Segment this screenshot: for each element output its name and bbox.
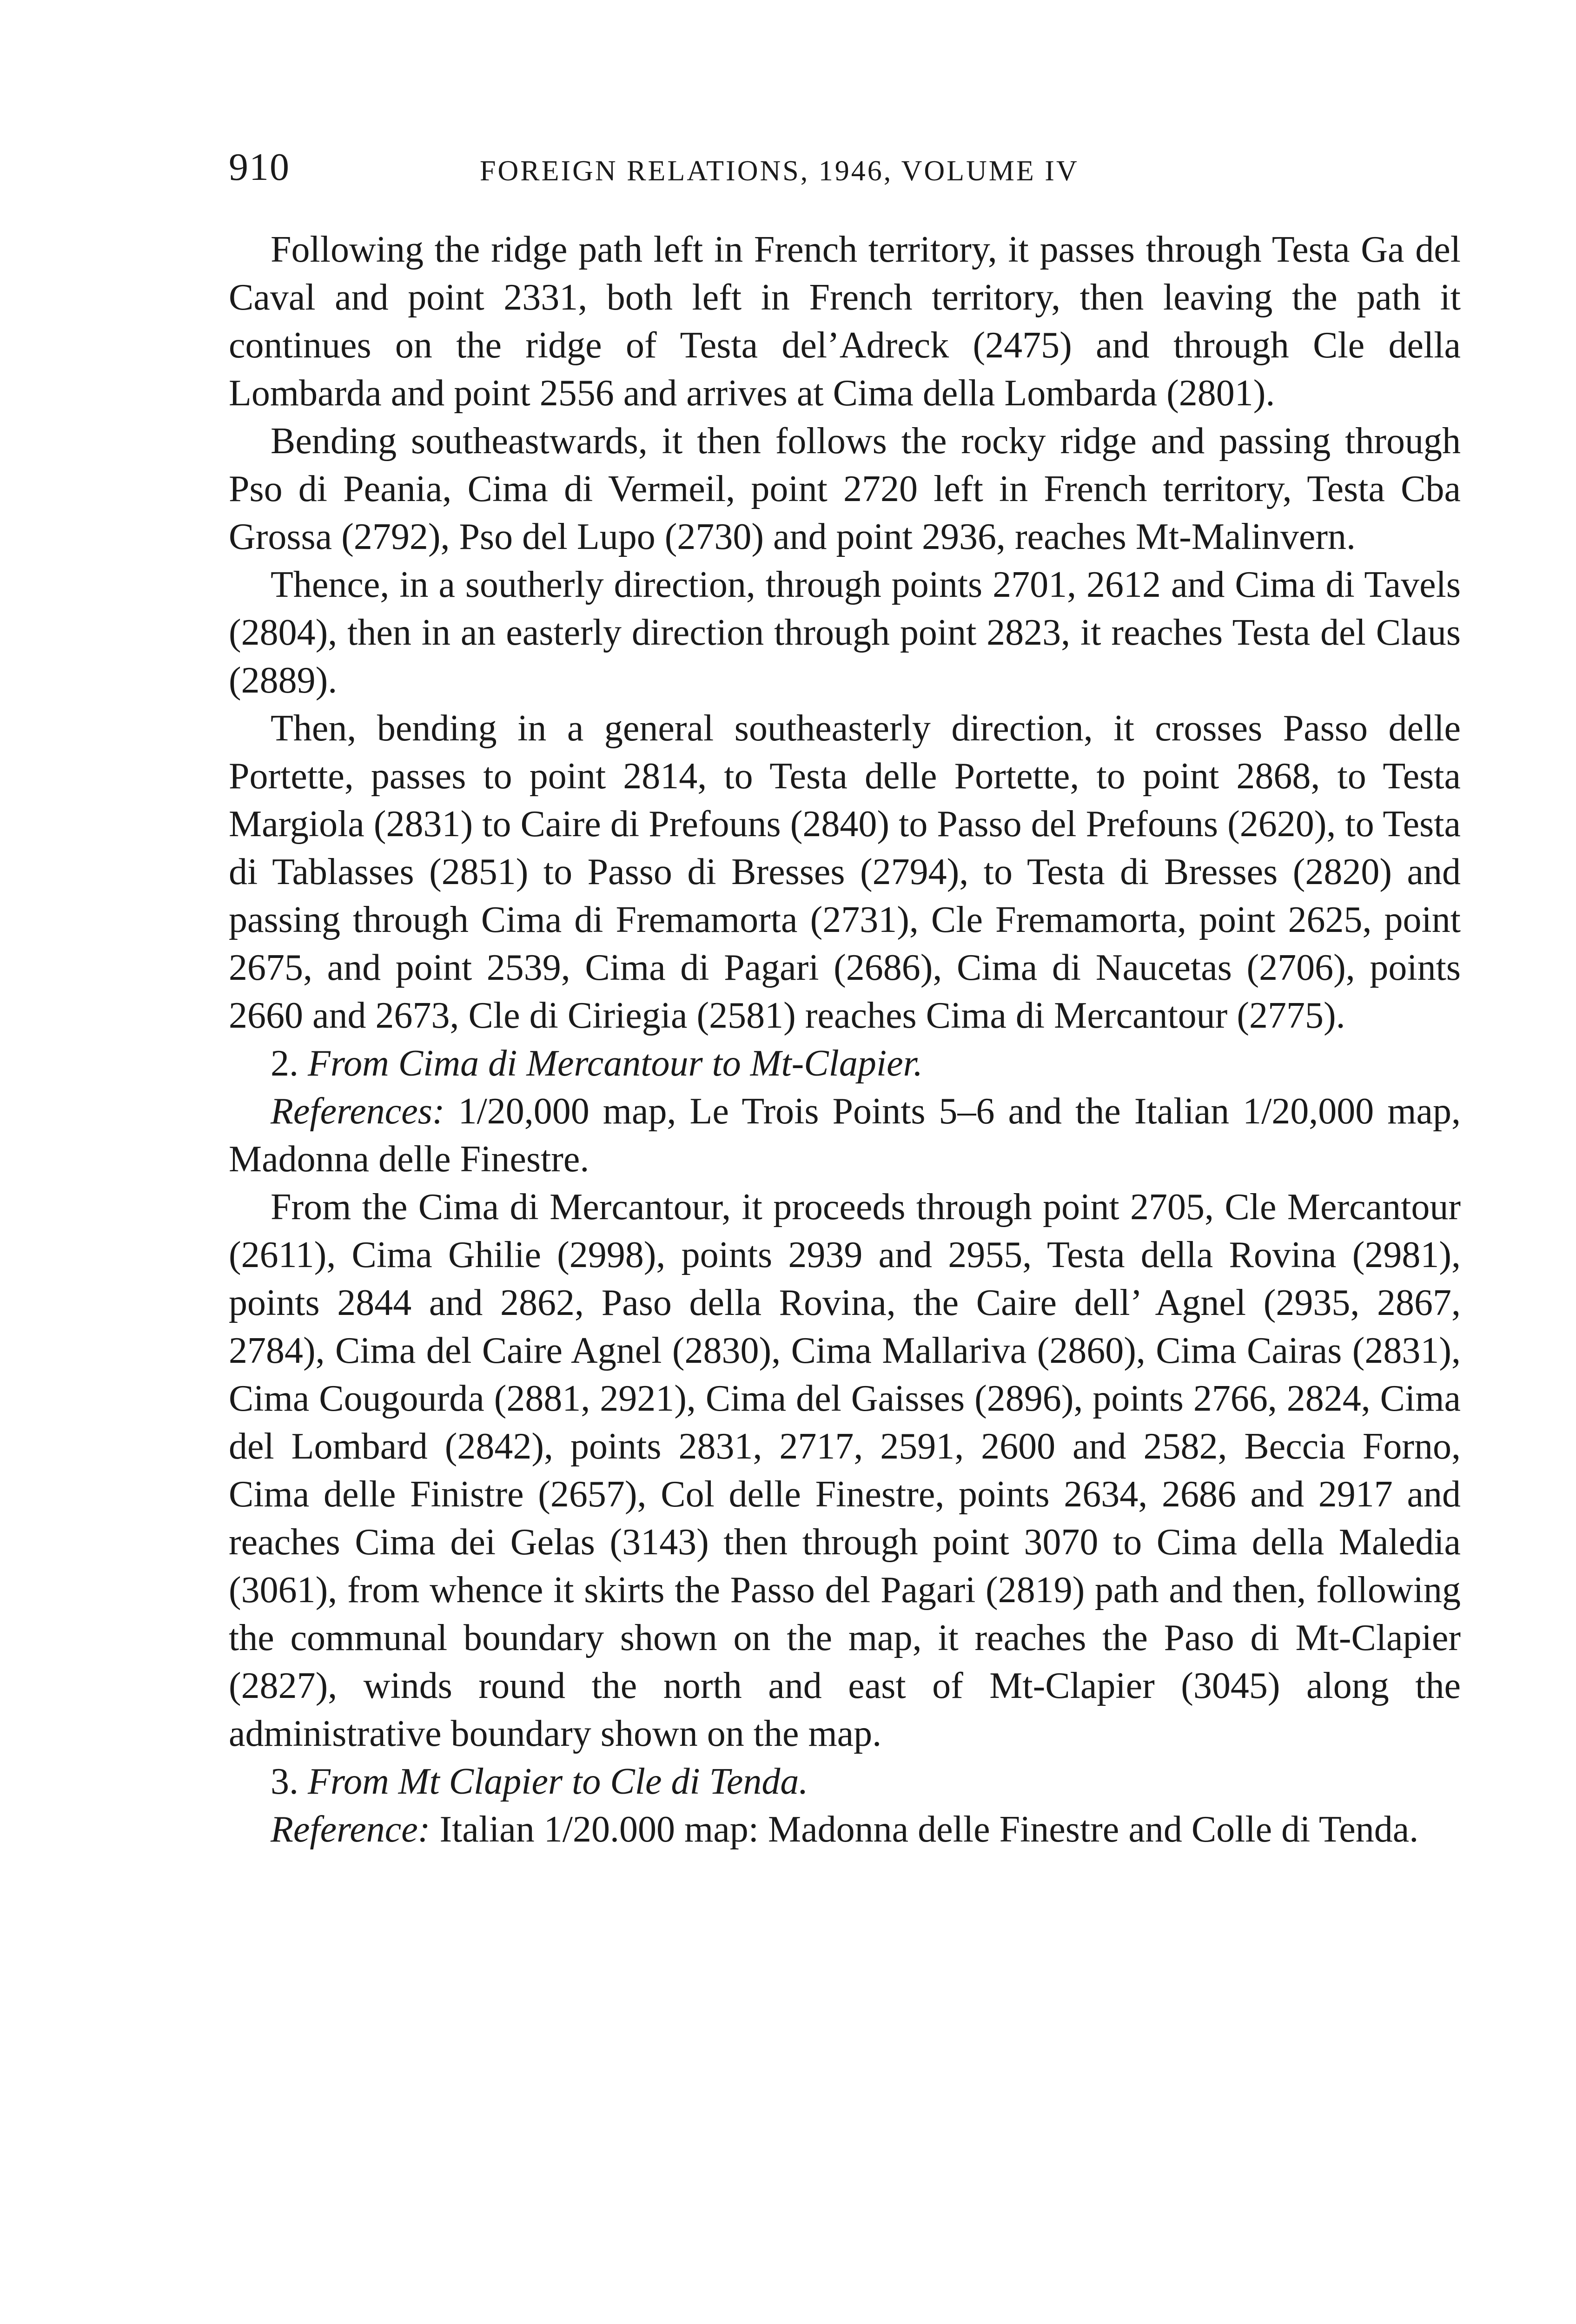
reference-text: Italian 1/20.000 map: Madonna delle Finestre and Colle di Tenda. — [439, 1809, 1419, 1850]
paragraph: From the Cima di Mercantour, it proceeds through point 2705, Cle Mercantour (2611), Cima Ghilie (2998), points 2939 and 2955, Testa della Rovina (2981), points 2844 and 2862, Paso della Rovina, the Caire dell’ Agnel (2935, 2867, 2784), Cima del Caire Agnel (2830), Cima Mallariva (2860), Cima Cairas (2831), Cima Cougourda (2881, 2921), Cima del Gaisses (2896), points 2766, 2824, Cima del Lombard (2842), points 2831, 2717, 2591, 2600 and 2582, Beccia Forno, Cima delle Finistre (2657), Col delle Finestre, points 2634, 2686 and 2917 and reaches Cima dei Gelas (3143) then through point 3070 to Cima della Maledia (3061), from whence it skirts the Passo del Pagari (2819) path and then, following the communal boundary shown on the map, it reaches the Paso di Mt-Clapier (2827), winds round the north and east of Mt-Clapier (3045) along the administrative boundary shown on the map. — [229, 1187, 1461, 1754]
section-title: From Cima di Mercantour to Mt-Clapier. — [308, 1043, 923, 1084]
running-head: FOREIGN RELATIONS, 1946, VOLUME IV — [480, 155, 1079, 187]
page-body — [229, 226, 1461, 1854]
paragraph: Following the ridge path left in French territory, it passes through Testa Ga del Caval and point 2331, both left in French territory, then leaving the path it continues on the ridge of Testa del’Adreck (2475) and through Cle della Lombarda and point 2556 and arrives at Cima della Lombarda (2801). — [229, 229, 1461, 414]
section-heading — [229, 1040, 1461, 1088]
reference-label: Reference: — [271, 1809, 430, 1850]
page-number: 910 — [229, 145, 290, 189]
paragraph: Thence, in a southerly direction, through points 2701, 2612 and Cima di Tavels (2804), then in an easterly direction through point 2823, it reaches Testa del Claus (2889). — [229, 564, 1461, 701]
section-heading — [229, 1758, 1461, 1806]
section-number: 2. — [271, 1043, 298, 1084]
reference-line — [229, 1806, 1461, 1854]
paragraph: Then, bending in a general southeasterly direction, it crosses Passo delle Portette, passes to point 2814, to Testa delle Portette, to point 2868, to Testa Margiola (2831) to Caire di Prefouns (2840) to Passo del Prefouns (2620), to Testa di Tablasses (2851) to Passo di Bresses (2794), to Testa di Bresses (2820) and passing through Cima di Fremamorta (2731), Cle Fremamorta, point 2625, point 2675, and point 2539, Cima di Pagari (2686), Cima di Naucetas (2706), points 2660 and 2673, Cle di Ciriegia (2581) reaches Cima di Mercantour (2775). — [229, 708, 1461, 1036]
reference-line — [229, 1088, 1461, 1183]
section-number: 3. — [271, 1761, 298, 1802]
section-title: From Mt Clapier to Cle di Tenda. — [308, 1761, 808, 1802]
reference-text: 1/20,000 map, Le Trois Points 5–6 and the Italian 1/20,000 map, Madonna delle Finestre. — [229, 1091, 1461, 1180]
reference-label: References: — [271, 1091, 445, 1132]
page-header — [229, 139, 1465, 195]
paragraph: Bending southeastwards, it then follows the rocky ridge and passing through Pso di Peania, Cima di Vermeil, point 2720 left in French territory, Testa Cba Grossa (2792), Pso del Lupo (2730) and point 2936, reaches Mt-Malinvern. — [229, 421, 1461, 557]
